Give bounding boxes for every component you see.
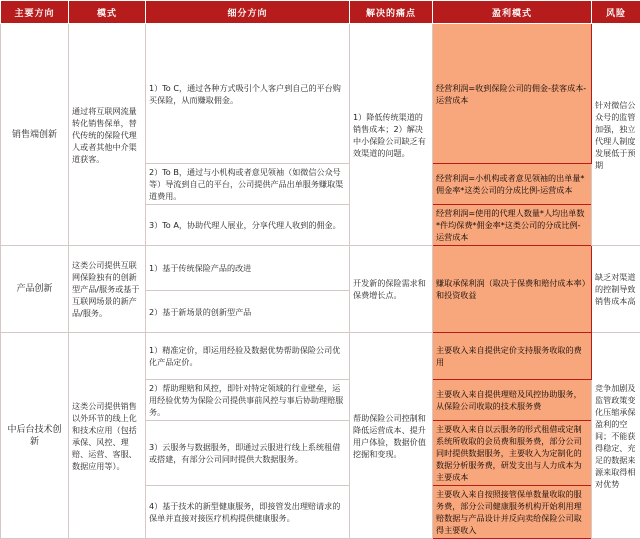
table-row	[1, 24, 640, 164]
direction-cell: 中后台技术创新	[1, 333, 69, 539]
profit-cell: 经营利润=收到保险公司的佣金-获客成本-运营成本	[433, 24, 592, 164]
profit-cell: 经营利润=使用的代理人数量*人均出单数*件均保费*佣金率*这类公司的分成比例-运营成本	[433, 205, 592, 246]
profit-cell: 主要收入来自按照接管保单数量收取的服务费，部分公司健康服务机构开始利用理赔数据与产品设计并反向卖给保险公司取得主要收入	[433, 486, 592, 539]
direction-cell: 产品创新	[1, 246, 69, 333]
pain-point-cell: 1）降低传统渠道的销售成本；2）解决中小保险公司缺乏有效渠道的问题。	[350, 24, 433, 246]
profit-cell: 主要收入来自以云服务的形式租借或定制系统所收取的会员费和服务费，部分公司同时提供数据服务，主要收入为定制化的数据分析服务费，研发支出与人力成本为主要成本	[433, 421, 592, 486]
header-direction: 主要方向	[1, 1, 69, 24]
profit-cell: 主要收入来自提供理赔及风控协助服务，从保险公司收取的技术服务费	[433, 380, 592, 421]
direction-cell: 销售端创新	[1, 24, 69, 246]
pain-point-cell: 开发新的保险需求和保费增长点。	[350, 246, 433, 333]
header-pain-point: 解决的痛点	[350, 1, 433, 24]
sub-direction-cell: 1）基于传统保险产品的改进	[146, 246, 350, 291]
sub-direction-cell: 2）帮助理赔和风控，即针对特定领域的行业壁垒，运用经验优势为保险公司提供事前风控与事后协助理赔服务。	[146, 380, 350, 421]
sub-direction-cell: 2）To B，通过与小机构或者意见领袖（如微信公众号等）导流到自己的平台，公司提供产品出单服务赚取渠道费用。	[146, 164, 350, 205]
pain-point-cell: 帮助保险公司控制和降低运营成本、提升用户体验，数据价值挖掘和变现。	[350, 333, 433, 539]
profit-cell: 赚取承保利润（取决于保费和赔付成本率）和投资收益	[433, 246, 592, 333]
model-cell: 通过将互联网流量转化销售保单，替代传统的保险代理人或者其他中介渠道获客。	[69, 24, 146, 246]
sub-direction-cell: 3）To A，协助代理人展业，分享代理人收到的佣金。	[146, 205, 350, 246]
sub-direction-cell: 2）基于新场景的创新型产品	[146, 291, 350, 333]
header-risk: 风险	[592, 1, 640, 24]
risk-cell: 缺乏对渠道的控制导致销售成本高	[592, 246, 640, 333]
profit-cell: 主要收入来自提供定价支持服务收取的费用	[433, 333, 592, 380]
risk-cell: 竞争加剧及监管政策变化压缩承保盈利的空间；不能获得稳定、充足的数据来源来取得相对优势	[592, 333, 640, 539]
risk-cell: 针对微信公众号的监管加强，独立代理人制度发展低于预期	[592, 24, 640, 246]
header-model: 模式	[69, 1, 146, 24]
header-row	[1, 1, 640, 24]
sub-direction-cell: 1）To C，通过各种方式吸引个人客户到自己的平台购买保险，从而赚取佣金。	[146, 24, 350, 164]
model-cell: 这类公司提供销售以外环节的线上化和技术应用（包括承保、风控、理赔、运营、客服、数据应用等）。	[69, 333, 146, 539]
sub-direction-cell: 4）基于技术的新型健康服务，即接管发出理赔请求的保单并直接对接医疗机构提供健康服务。	[146, 486, 350, 539]
header-sub-direction: 细分方向	[146, 1, 350, 24]
sub-direction-cell: 1）精准定价，即运用经验及数据优势帮助保险公司优化产品定价。	[146, 333, 350, 380]
header-profit-model: 盈利模式	[433, 1, 592, 24]
model-cell: 这类公司提供互联网保险独有的创新型产品/服务或基于互联网场景的新产品/服务。	[69, 246, 146, 333]
profit-cell: 经营利润=小机构或者意见领袖的出单量*佣金率*这类公司的分成比例-运营成本	[433, 164, 592, 205]
sub-direction-cell: 3）云服务与数据服务，即通过云服进行线上系统租借或搭建，有部分公司同时提供大数据服务。	[146, 421, 350, 486]
table-row	[1, 246, 640, 291]
table-row	[1, 333, 640, 380]
